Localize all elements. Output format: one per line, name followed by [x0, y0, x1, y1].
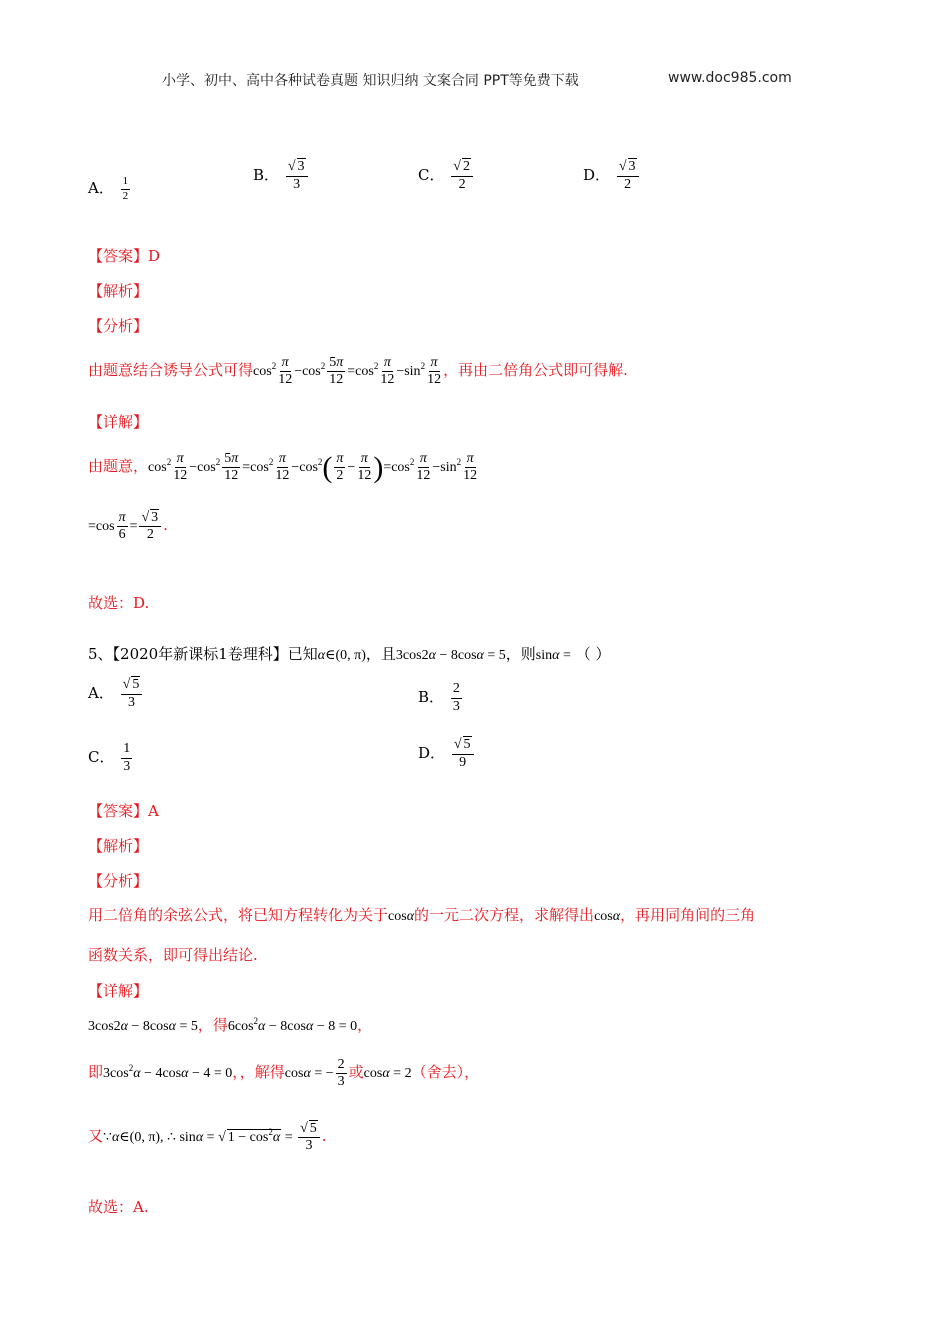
q4-detail-formula2: =cos $\frac{\pi}{6}$ = $\frac{√ 3}{2}$ — [88, 519, 163, 534]
q4-detail-prefix: 由题意， — [88, 457, 149, 475]
q5-detail-line1: 3cos2α − 8cosα = 5，得$6\cos^2\alpha - 8\cos\alpha - 8 = 0$， — [88, 1016, 373, 1034]
q5-option-d — [418, 738, 476, 770]
q4-option-b-label: B． — [253, 166, 280, 185]
q5-paren: （ ） — [575, 645, 611, 663]
q5-detail-tag: 【详解】 — [88, 982, 149, 1000]
q5-option-a — [88, 678, 144, 710]
q4-option-b-value: $\frac{√ 3}{3}$ — [286, 160, 308, 192]
q4-detail-line2: =cos $\frac{\pi}{6}$ = $\frac{√ 3}{2}$ . — [88, 509, 168, 543]
header-url: www.doc985.com — [668, 70, 792, 86]
q5-option-c-value: $\frac{1}{3}$ — [123, 741, 131, 774]
q4-detail-formula1: $\cos^2$ $\frac{\pi}{12}$ $-\cos^2$ $\frac{5\pi}{12}$ $=\cos^2$ $\frac{\pi}{12}$ $-\cos^2$( $\frac{\pi}{2}$ − $\frac{\pi}{12}$ )$=\cos^2$ $\frac{\pi}{12}$ $-\sin^2$ $\frac{\pi}{12}$ — [148, 450, 478, 484]
q4-option-a — [88, 176, 132, 202]
q5-analysis-line1: 用二倍角的余弦公式，将已知方程转化为关于cosα的一元二次方程，求解得出cosα，再用同角间的三角 — [88, 906, 756, 924]
q5-option-d-value: $\frac{√ 5}{9}$ — [452, 738, 474, 770]
q5-option-c — [88, 742, 134, 774]
q4-option-d-label: D． — [583, 166, 611, 185]
q4-detail-tag: 【详解】 — [88, 413, 149, 431]
q4-analysis-suffix: ，再由二倍角公式即可得解. — [443, 361, 628, 379]
q5-option-a-value: $\frac{√ 5}{3}$ — [121, 678, 143, 710]
q4-option-a-label: A． — [88, 179, 114, 198]
q4-option-c-value: $\frac{√ 2}{2}$ — [451, 160, 473, 192]
q5-jiexi-tag: 【解析】 — [88, 837, 149, 855]
q5-choose: 故选：A. — [88, 1198, 149, 1216]
q4-choose: 故选：D. — [88, 594, 150, 612]
q5-fenxi-tag: 【分析】 — [88, 872, 149, 890]
q5-option-b-label: B． — [418, 688, 445, 707]
q5-equation: 3cos2α − 8cosα = 5 — [395, 648, 506, 663]
q4-answer: 【答案】D — [88, 247, 161, 265]
q5-option-b — [418, 682, 464, 714]
q5-stem: 5、【2020年新课标1卷理科】已知α∈(0, π)，且3cos2α − 8cosα = 5，则sinα = （ ） — [88, 645, 611, 663]
q5-detail-line3: 又∵α∈(0, π), ∴ sinα = √ $1 - \cos^2\alpha$ = $\frac{√ 5}{3}$ . — [88, 1120, 327, 1154]
q4-analysis-formula: $\cos^2$ $\frac{\pi}{12}$ $-\cos^2$ $\frac{5\pi}{12}$ $=\cos^2$ $\frac{\pi}{12}$ $-\sin^2$ $\frac{\pi}{12}$ — [253, 354, 442, 388]
q4-detail-line1 — [88, 440, 479, 490]
q5-option-d-label: D． — [418, 744, 446, 763]
q5-detail-line2: 即$3\cos^2\alpha - 4\cos\alpha - 4 = 0$，，解得cosα = − $\frac{2}{3}$ 或cosα = 2（舍去）， — [88, 1056, 480, 1090]
q4-option-d-value: $\frac{√ 3}{2}$ — [617, 160, 639, 192]
q4-analysis-prefix: 由题意结合诱导公式可得 — [88, 361, 254, 379]
q5-option-c-label: C． — [88, 748, 115, 767]
q5-number: 5、 — [88, 645, 113, 663]
q5-domain: α∈(0, π) — [317, 648, 366, 663]
q4-option-b — [253, 160, 310, 192]
q4-jiexi-tag: 【解析】 — [88, 282, 149, 300]
q4-option-c-label: C． — [418, 166, 445, 185]
q5-answer: 【答案】A — [88, 802, 159, 820]
q4-option-a-value: $\frac{1}{2}$ — [122, 175, 129, 202]
header-text: 小学、初中、高中各种试卷真题 知识归纳 文案合同 PPT等免费下载 — [162, 73, 579, 89]
q4-analysis — [88, 346, 628, 392]
q5-option-b-value: $\frac{2}{3}$ — [452, 681, 460, 714]
q4-option-c — [418, 160, 475, 192]
q4-option-d — [583, 160, 641, 192]
q5-analysis-line2: 函数关系，即可得出结论. — [88, 946, 258, 964]
q5-target: sinα = — [535, 648, 571, 663]
q5-option-a-label: A． — [88, 684, 114, 703]
q4-fenxi-tag: 【分析】 — [88, 317, 149, 335]
q5-source: 【2020年新课标1卷理科】 — [112, 645, 288, 663]
